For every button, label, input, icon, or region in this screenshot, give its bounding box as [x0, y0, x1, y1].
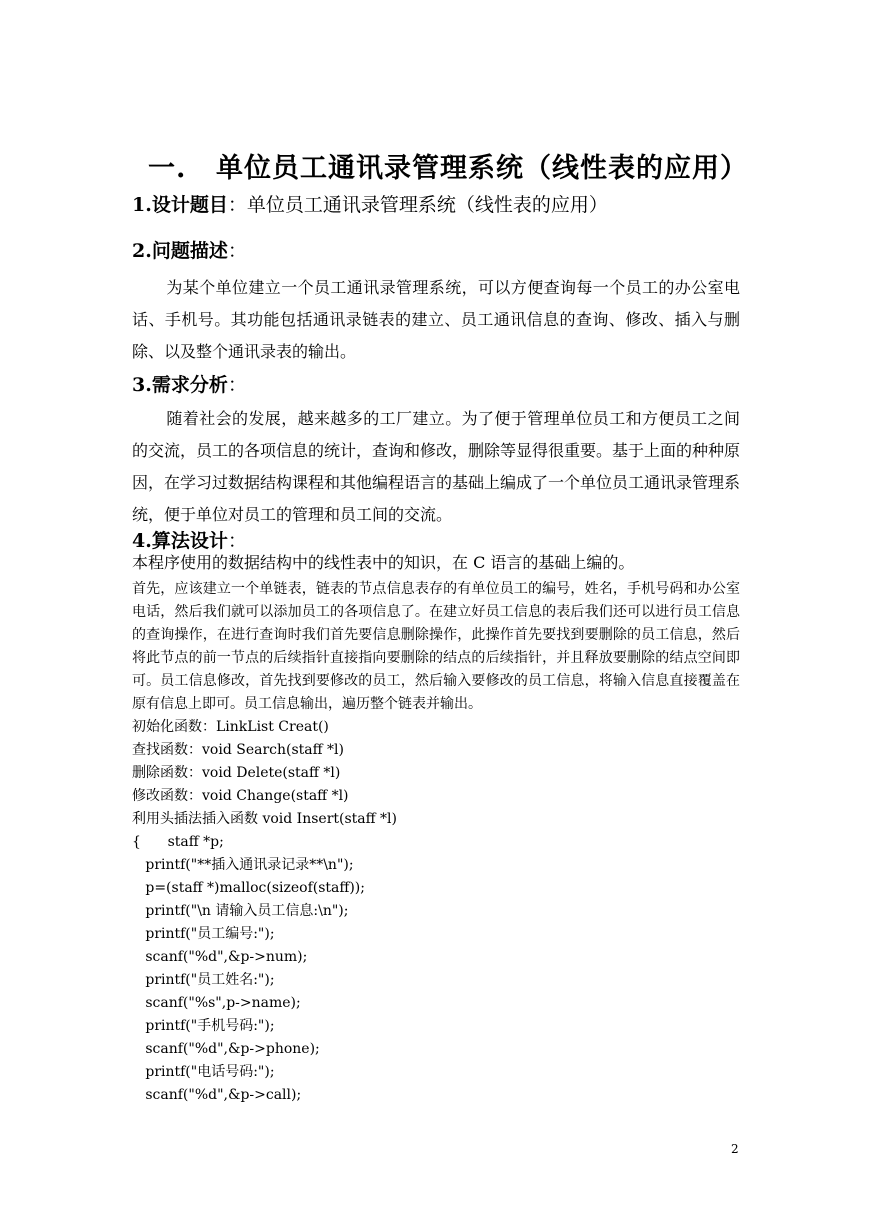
code-line: printf("**插入通讯录记录**\n"); — [132, 857, 354, 873]
code-line: printf("员工姓名:"); — [132, 972, 275, 988]
code-line: 查找函数：void Search(staff *l) — [132, 742, 344, 758]
chapter-title: 单位员工通讯录管理系统（线性表的应用） — [216, 153, 748, 184]
code-line: p=(staff *)malloc(sizeof(staff)); — [132, 880, 365, 896]
section-3-heading — [132, 370, 247, 397]
section-2-sep: ： — [227, 240, 247, 262]
section-4-heading — [132, 526, 247, 553]
section-1-heading — [132, 190, 608, 217]
chapter-number: 一. — [148, 153, 187, 184]
section-4-body: 首先，应该建立一个单链表，链表的节点信息表存的有单位员工的编号，姓名，手机号码和办公室电话，然后我们就可以添加员工的各项信息了。在建立好员工信息的表后我们还可以进行员工信息的查询操作，在进行查询时我们首先要信息删除操作，此操作首先要找到要删除的员工信息，然后将此节点的前一节点的后续指针直接指向要删除的结点的后续指针，并且释放要删除的结点空间即可。员工信息修改，首先找到要修改的员工，然后输入要修改的员工信息，将输入信息直接覆盖在原有信息上即可。员工信息输出，遍历整个链表并输出。 — [132, 581, 740, 712]
section-3-sep: ： — [227, 374, 247, 396]
code-line: 利用头插法插入函数 void Insert(staff *l) — [132, 811, 397, 827]
section-4-sep: ： — [227, 530, 247, 552]
page-number: 2 — [731, 1142, 739, 1156]
section-2-text: 为某个单位建立一个员工通讯录管理系统，可以方便查询每一个员工的办公室电话、手机号。其功能包括通讯录链表的建立、员工通讯信息的查询、修改、插入与删除、以及整个通讯录表的输出。 — [132, 278, 740, 361]
code-line: printf("电话号码:"); — [132, 1064, 275, 1080]
code-line: { staff *p; — [132, 834, 224, 850]
section-3-paragraph — [132, 403, 740, 531]
section-3-label: 3.需求分析 — [132, 374, 228, 396]
section-1-sep: ： — [227, 194, 247, 216]
code-line: printf("员工编号:"); — [132, 926, 275, 942]
section-1-text: 单位员工通讯录管理系统（线性表的应用） — [246, 194, 608, 216]
code-line: 删除函数：void Delete(staff *l) — [132, 765, 341, 781]
section-2-paragraph — [132, 272, 740, 368]
code-line: scanf("%s",p->name); — [132, 995, 301, 1011]
code-line: scanf("%d",&p->phone); — [132, 1041, 320, 1057]
section-4-intro: 本程序使用的数据结构中的线性表中的知识，在 C 语言的基础上编的。 — [132, 553, 635, 572]
section-1-label: 1.设计题目 — [132, 194, 228, 216]
chapter-heading — [148, 146, 748, 185]
code-block — [132, 716, 397, 1107]
section-2-label: 2.问题描述 — [132, 240, 228, 262]
section-2-heading — [132, 236, 247, 263]
code-line: 修改函数：void Change(staff *l) — [132, 788, 349, 804]
section-3-text: 随着社会的发展，越来越多的工厂建立。为了便于管理单位员工和方便员工之间的交流，员工的各项信息的统计，查询和修改，删除等显得很重要。基于上面的种种原因，在学习过数据结构课程和其他编程语言的基础上编成了一个单位员工通讯录管理系统，便于单位对员工的管理和员工间的交流。 — [132, 409, 741, 524]
code-line: printf("\n 请输入员工信息:\n"); — [132, 903, 349, 919]
section-4-label: 4.算法设计 — [132, 530, 228, 552]
code-line: 初始化函数：LinkList Creat() — [132, 719, 329, 735]
code-line: scanf("%d",&p->num); — [132, 949, 308, 965]
code-line: scanf("%d",&p->call); — [132, 1087, 302, 1103]
code-line: printf("手机号码:"); — [132, 1018, 275, 1034]
